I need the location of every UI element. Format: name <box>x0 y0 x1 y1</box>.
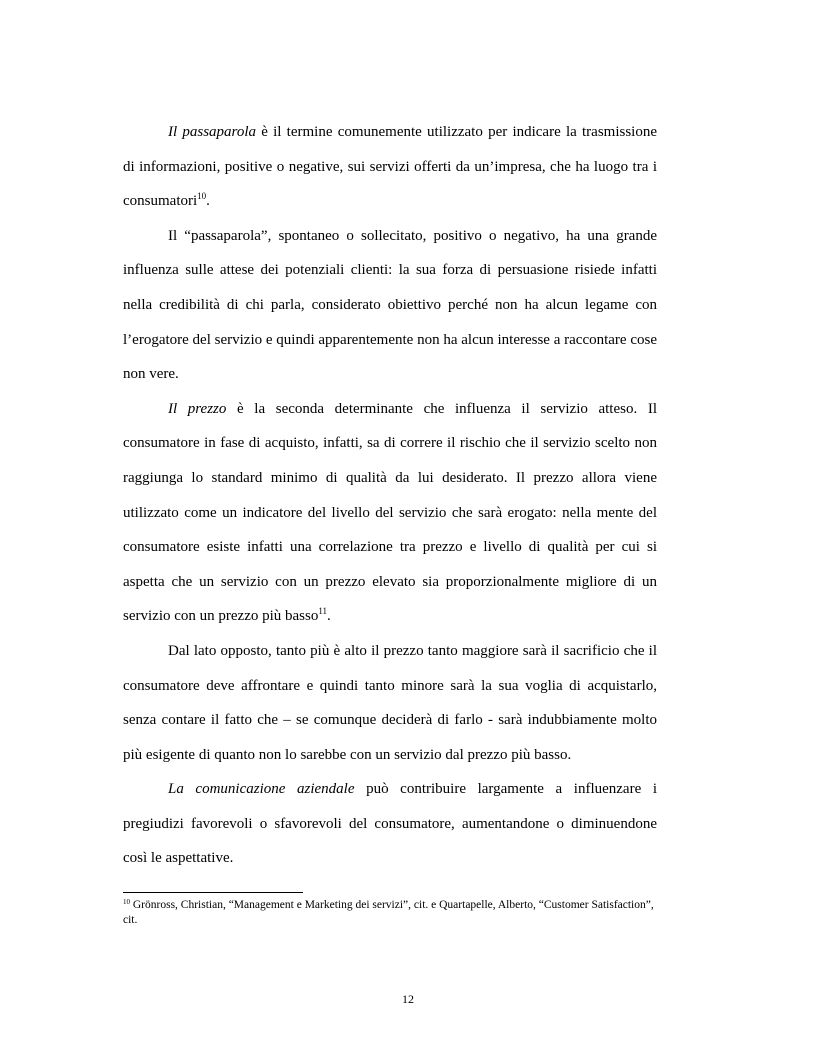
footnote-10 <box>123 898 657 928</box>
footnote-number: 10 <box>123 898 130 906</box>
paragraph-prezzo <box>123 392 657 634</box>
paragraph-passaparola <box>123 115 657 219</box>
paragraph-tail: . <box>327 608 331 625</box>
footnote-ref-11[interactable]: 11 <box>318 606 328 617</box>
paragraph-text: è la seconda determinante che influenza il servizio atteso. Il consumatore in fase di acquisto, infatti, sa di correre il rischio che il servizio scelto non raggiunga lo standard minimo di qualità da lui desiderato. Il prezzo allora viene utilizzato come un indicatore del livello del servizio che sarà erogato: nella mente del consumatore esiste infatti una correlazione tra prezzo e livello di qualità per cui si aspetta che un servizio con un prezzo elevato sia proporzionalmente migliore di un servizio con un prezzo più basso <box>123 400 657 625</box>
term-comunicazione-aziendale: La comunicazione aziendale <box>168 781 355 798</box>
paragraph-passaparola-influence <box>123 219 657 392</box>
footnote-text: Grönross, Christian, “Management e Marketing dei servizi”, cit. e Quartapelle, Alberto, “Customer Satisfaction”, cit. <box>123 899 654 926</box>
footnote-divider <box>123 892 303 893</box>
page-number: 12 <box>402 992 414 1006</box>
paragraph-text: Il “passaparola”, spontaneo o sollecitato, positivo o negativo, ha una grande influenza sulle attese dei potenziali clienti: la sua forza di persuasione risiede infatti nella credibilità di chi parla, considerato obiettivo perché non ha alcun legame con l’erogatore del servizio e quindi apparentemente non ha alcun interesse a raccontare cose non vere. <box>123 227 657 383</box>
paragraph-prezzo-opposite <box>123 634 657 772</box>
paragraph-tail: . <box>206 193 210 210</box>
paragraph-comunicazione <box>123 772 657 876</box>
term-passaparola: Il passaparola <box>168 124 257 140</box>
term-prezzo: Il prezzo <box>168 400 227 417</box>
paragraph-text: è il termine comunemente utilizzato per indicare la trasmissione di informazioni, positive o negative, sui servizi offerti da un’impresa, che ha luogo tra i consumatori <box>123 124 657 210</box>
paragraph-text: può contribuire largamente a influenzare i pregiudizi favorevoli o sfavorevoli del consumatore, aumentandone o diminuendone così le aspettative. <box>123 781 657 867</box>
page-body <box>123 115 657 876</box>
paragraph-text: Dal lato opposto, tanto più è alto il prezzo tanto maggiore sarà il sacrificio che il consumatore deve affrontare e quindi tanto minore sarà la sua voglia di acquistarlo, senza contare il fatto che – se comunque deciderà di farlo - sarà indubbiamente molto più esigente di quanto non lo sarebbe con un servizio dal prezzo più basso. <box>123 642 657 763</box>
footnote-ref-10[interactable]: 10 <box>197 191 207 202</box>
